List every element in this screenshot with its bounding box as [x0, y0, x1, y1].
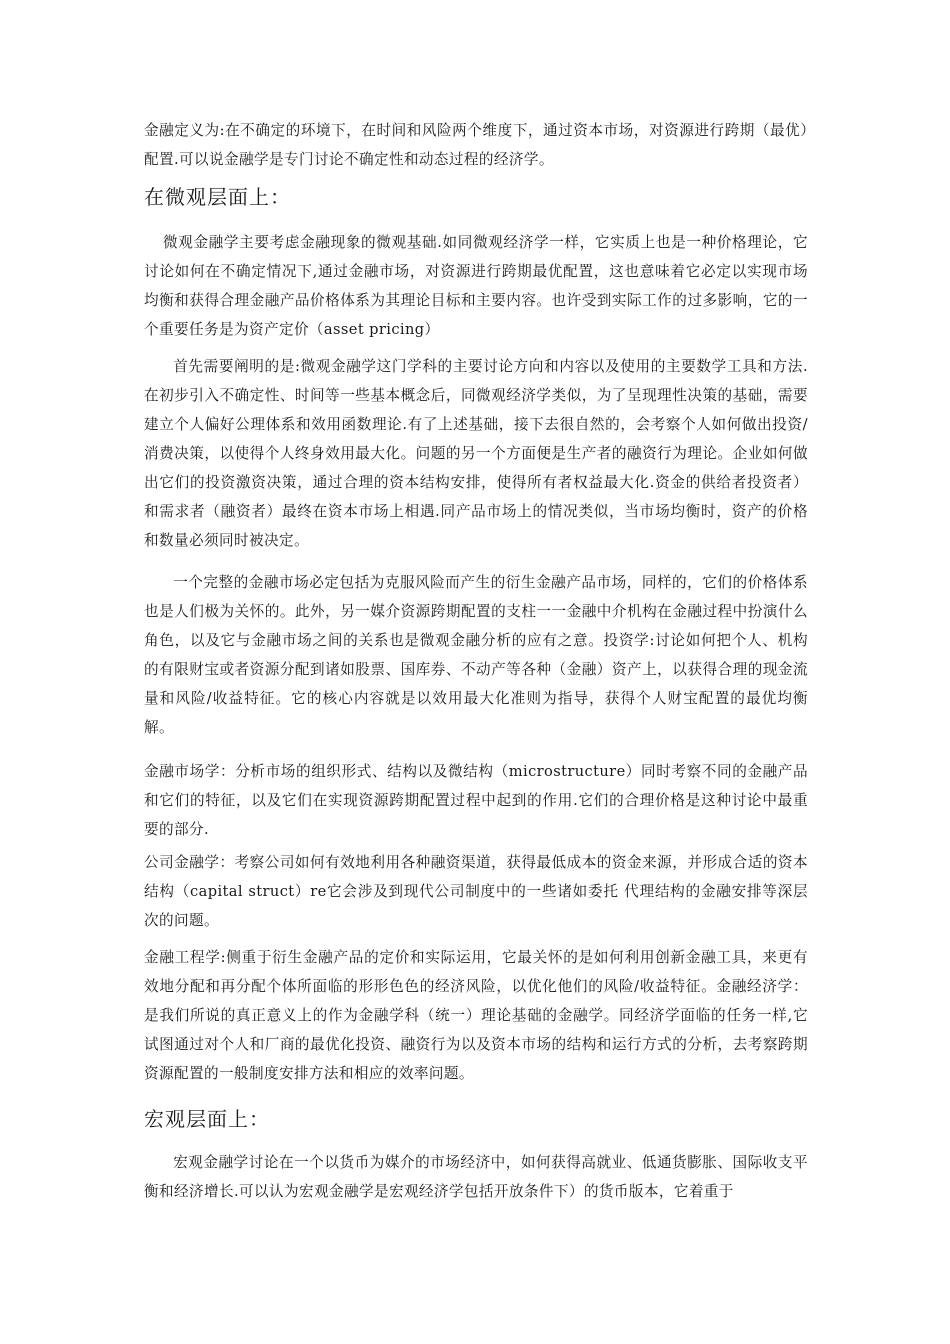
macro-section-heading: 宏观层面上： — [144, 1107, 270, 1131]
derivative-market-paragraph: 一个完整的金融市场必定包括为克服风险而产生的衍生金融产品市场，同样的，它们的价格体系也是人们极为关怀的。此外，另一媒介资源跨期配置的支柱一一金融中介机构在金融过程中扮演什么角色，以及它与金融市场之间的关系也是微观金融分析的应有之意。投资学:讨论如何把个人、机构的有限财宝或者资源分配到诸如股票、国库券、不动产等各种（金融）资产上，以获得合理的现金流量和风险/收益特征。它的核心内容就是以效用最大化准则为指导，获得个人财宝配置的最优均衡解。 — [144, 574, 808, 736]
corporate-finance-paragraph: 公司金融学：考察公司如何有效地利用各种融资渠道，获得最低成本的资金来源，并形成合适的资本结构（capital struct）re它会涉及到现代公司制度中的一些诸如委托 代理结构的金融安排等深层次的问题。 — [144, 854, 808, 929]
financial-engineering-paragraph: 金融工程学:侧重于衍生金融产品的定价和实际运用，它最关怀的是如何利用创新金融工具，来更有效地分配和再分配个体所面临的形形色色的经济风险，以优化他们的风险/收益特征。金融经济学：是我们所说的真正意义上的作为金融学科（统一）理论基础的金融学。同经济学面临的任务一样,它试图通过对个人和厂商的最优化投资、融资行为以及资本市场的结构和运行方式的分析，去考察跨期资源配置的一般制度安排方法和相应的效率问题。 — [144, 949, 808, 1082]
micro-method-paragraph: 首先需要阐明的是:微观金融学这门学科的主要讨论方向和内容以及使用的主要数学工具和方法.在初步引入不确定性、时间等一些基本概念后，同微观经济学类似，为了呈现理性决策的基础，需要建立个人偏好公理体系和效用函数理论.有了上述基础，接下去很自然的，会考察个人如何做出投资/消费决策，以使得个人终身效用最大化。问题的另一个方面便是生产者的融资行为理论。企业如何做出它们的投资激资决策，通过合理的资本结构安排，使得所有者权益最大化.资金的供给者投资者）和需求者（融资者）最终在资本市场上相遇.同产品市场上的情况类似，当市场均衡时，资产的价格和数量必须同时被决定。 — [144, 358, 808, 549]
definition-paragraph: 金融定义为:在不确定的环境下，在时间和风险两个维度下，通过资本市场，对资源进行跨期（最优）配置.可以说金融学是专门讨论不确定性和动态过程的经济学。 — [144, 122, 808, 168]
micro-intro-paragraph: 微观金融学主要考虑金融现象的微观基础.如同微观经济学一样，它实质上也是一种价格理论，它讨论如何在不确定情况下,通过金融市场，对资源进行跨期最优配置，这也意味着它必定以实现市场均衡和获得合理金融产品价格体系为其理论目标和主要内容。也许受到实际工作的过多影响，它的一个重要任务是为资产定价（asset pricing） — [144, 234, 808, 338]
macro-intro-paragraph: 宏观金融学讨论在一个以货币为媒介的市场经济中，如何获得高就业、低通货膨胀、国际收支平衡和经济增长.可以认为宏观金融学是宏观经济学包括开放条件下）的货币版本，它着重于 — [144, 1154, 808, 1200]
micro-section-heading: 在微观层面上： — [144, 185, 291, 209]
financial-markets-paragraph: 金融市场学：分析市场的组织形式、结构以及微结构（microstructure）同时考察不同的金融产品和它们的特征，以及它们在实现资源跨期配置过程中起到的作用.它们的合理价格是这种讨论中最重要的部分. — [144, 763, 808, 838]
